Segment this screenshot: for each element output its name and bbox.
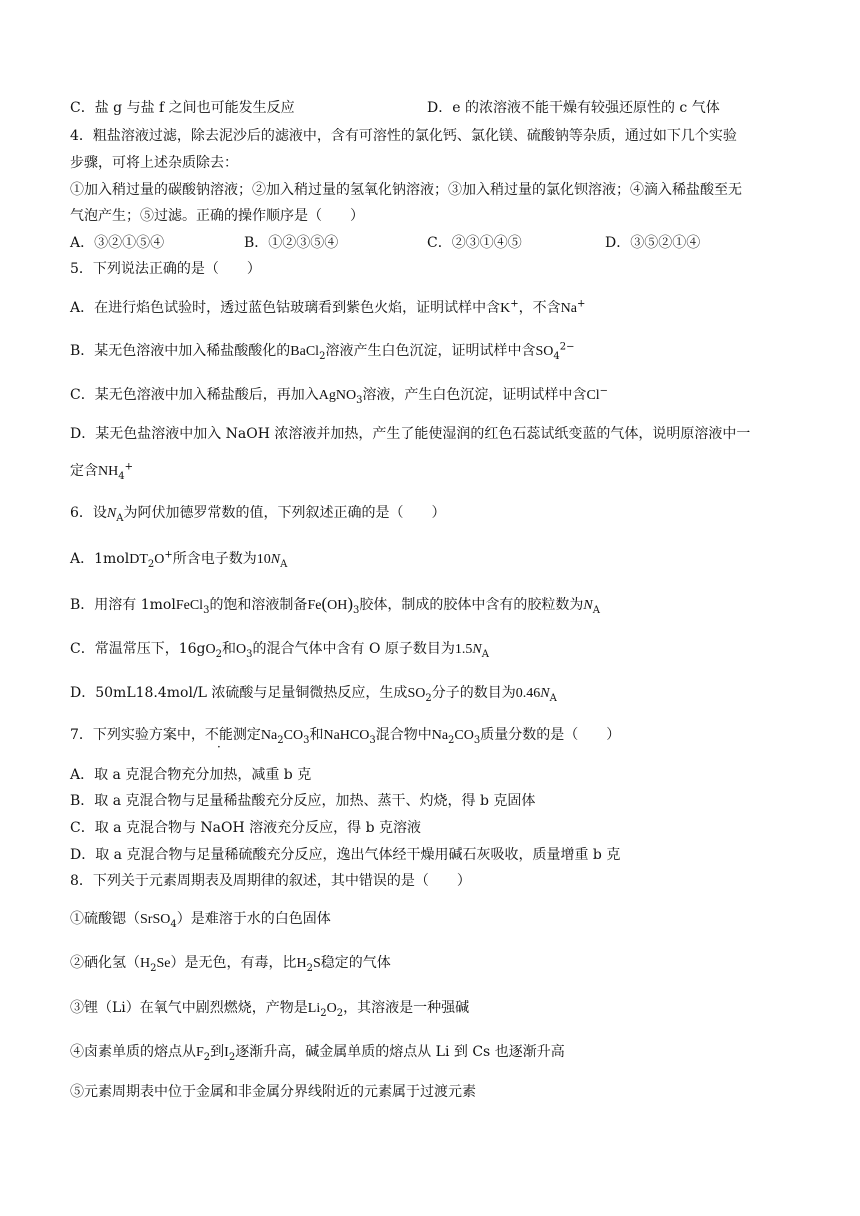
- q3-option-d: D．e 的浓溶液不能干燥有较强还原性的 c 气体: [427, 100, 720, 116]
- q7-option-c: C．取 a 克混合物与 NaOH 溶液充分反应，得 b 克溶液: [70, 820, 422, 836]
- q4-option-d: D．③⑤②①④: [605, 235, 701, 251]
- q5-option-a: A．在进行焰色试验时，透过蓝色钴玻璃看到紫色火焰，证明试样中含K+，不含Na+: [70, 298, 586, 316]
- q4-option-b: B．①②③⑤④: [244, 235, 339, 251]
- q5-option-d-line-2: 定含$NH_4^+$: [70, 461, 133, 482]
- q4-stem-line-2: 步骤，可将上述杂质除去：: [70, 155, 238, 171]
- q8-item-4: ④卤素单质的熔点从$F_2$到$I_2$逐渐升高，碱金属单质的熔点从 Li 到 Cs 也逐渐升高: [70, 1044, 565, 1063]
- q4-stem-line-3: ①加入稍过量的碳酸钠溶液；②加入稍过量的氢氧化钠溶液；③加入稍过量的氯化钡溶液；④滴入稀盐酸至无: [70, 182, 742, 198]
- q5-option-c: C．某无色溶液中加入稀盐酸后，再加入AgNO$_3$溶液，产生白色沉淀，证明试样中含Cl−: [70, 385, 609, 406]
- q4-option-c: C．②③①④⑤: [427, 235, 522, 251]
- q3-option-c: C．盐 g 与盐 f 之间也可能发生反应: [70, 100, 295, 116]
- q8-item-2: ②硒化氢$(H_2Se)$是无色，有毒，比$H_2S$稳定的气体: [70, 955, 391, 974]
- q4-stem-line-1: 4．粗盐溶液过滤，除去泥沙后的滤液中，含有可溶性的氯化钙、氯化镁、硫酸钠等杂质，通过如下几个实验: [70, 128, 737, 144]
- q7-stem: 7．下列实验方案中，不能测定$Na_2CO_3$和NaHCO$_3$混合物中$Na_2CO_3$质量分数的是（ ）: [70, 727, 621, 746]
- q4-option-a: A．③②①⑤④: [70, 235, 165, 251]
- q5-option-b: B．某无色溶液中加入稀盐酸酸化的BaCl$_2$溶液产生白色沉淀，证明试样中含$SO_4^{2-}$: [70, 341, 575, 362]
- q6-option-c: C．常温常压下，$16gO_2$和$O_3$的混合气体中含有 O 原子数目为$1.5N_A$: [70, 641, 489, 660]
- q7-option-a: A．取 a 克混合物充分加热，减重 b 克: [70, 767, 312, 783]
- emphasis-not-can: 不能: [204, 727, 233, 743]
- q5-option-d-line-1: D．某无色盐溶液中加入 NaOH 浓溶液并加热，产生了能使湿润的红色石蕊试纸变蓝的气体，说明原溶液中一: [70, 426, 751, 442]
- q6-option-a: A．1molDT$_2$O+所含电子数为$10N_A$: [70, 549, 288, 570]
- q8-item-3: ③锂（Li）在氧气中剧烈燃烧，产物是$Li_2O_2$，其溶液是一种强碱: [70, 1000, 470, 1019]
- q8-stem: 8．下列关于元素周期表及周期律的叙述，其中错误的是（ ）: [70, 873, 471, 889]
- q4-stem-line-4: 气泡产生；⑤过滤。正确的操作顺序是（ ）: [70, 208, 364, 224]
- q8-item-5: ⑤元素周期表中位于金属和非金属分界线附近的元素属于过渡元素: [70, 1084, 476, 1100]
- q6-option-b: B．用溶有 1molFeCl$_3$的饱和溶液制备$Fe(OH)_3$胶体，制成的胶体中含有的胶粒数为$N_A$: [70, 594, 600, 616]
- q5-stem: 5．下列说法正确的是（ ）: [70, 261, 261, 277]
- q7-option-b: B．取 a 克混合物与足量稀盐酸充分反应，加热、蒸干、灼烧，得 b 克固体: [70, 793, 536, 809]
- q8-item-1: ①硫酸锶（SrSO$_4$）是难溶于水的白色固体: [70, 911, 331, 930]
- q6-stem: 6．设$N_A$为阿伏加德罗常数的值，下列叙述正确的是（ ）: [70, 505, 446, 524]
- q6-option-d: D．50mL18.4mol/L 浓硫酸与足量铜微热反应，生成$SO_2$分子的数目为$0.46N_A$: [70, 685, 557, 704]
- q7-option-d: D．取 a 克混合物与足量稀硫酸充分反应，逸出气体经干燥用碱石灰吸收，质量增重 b 克: [70, 847, 621, 863]
